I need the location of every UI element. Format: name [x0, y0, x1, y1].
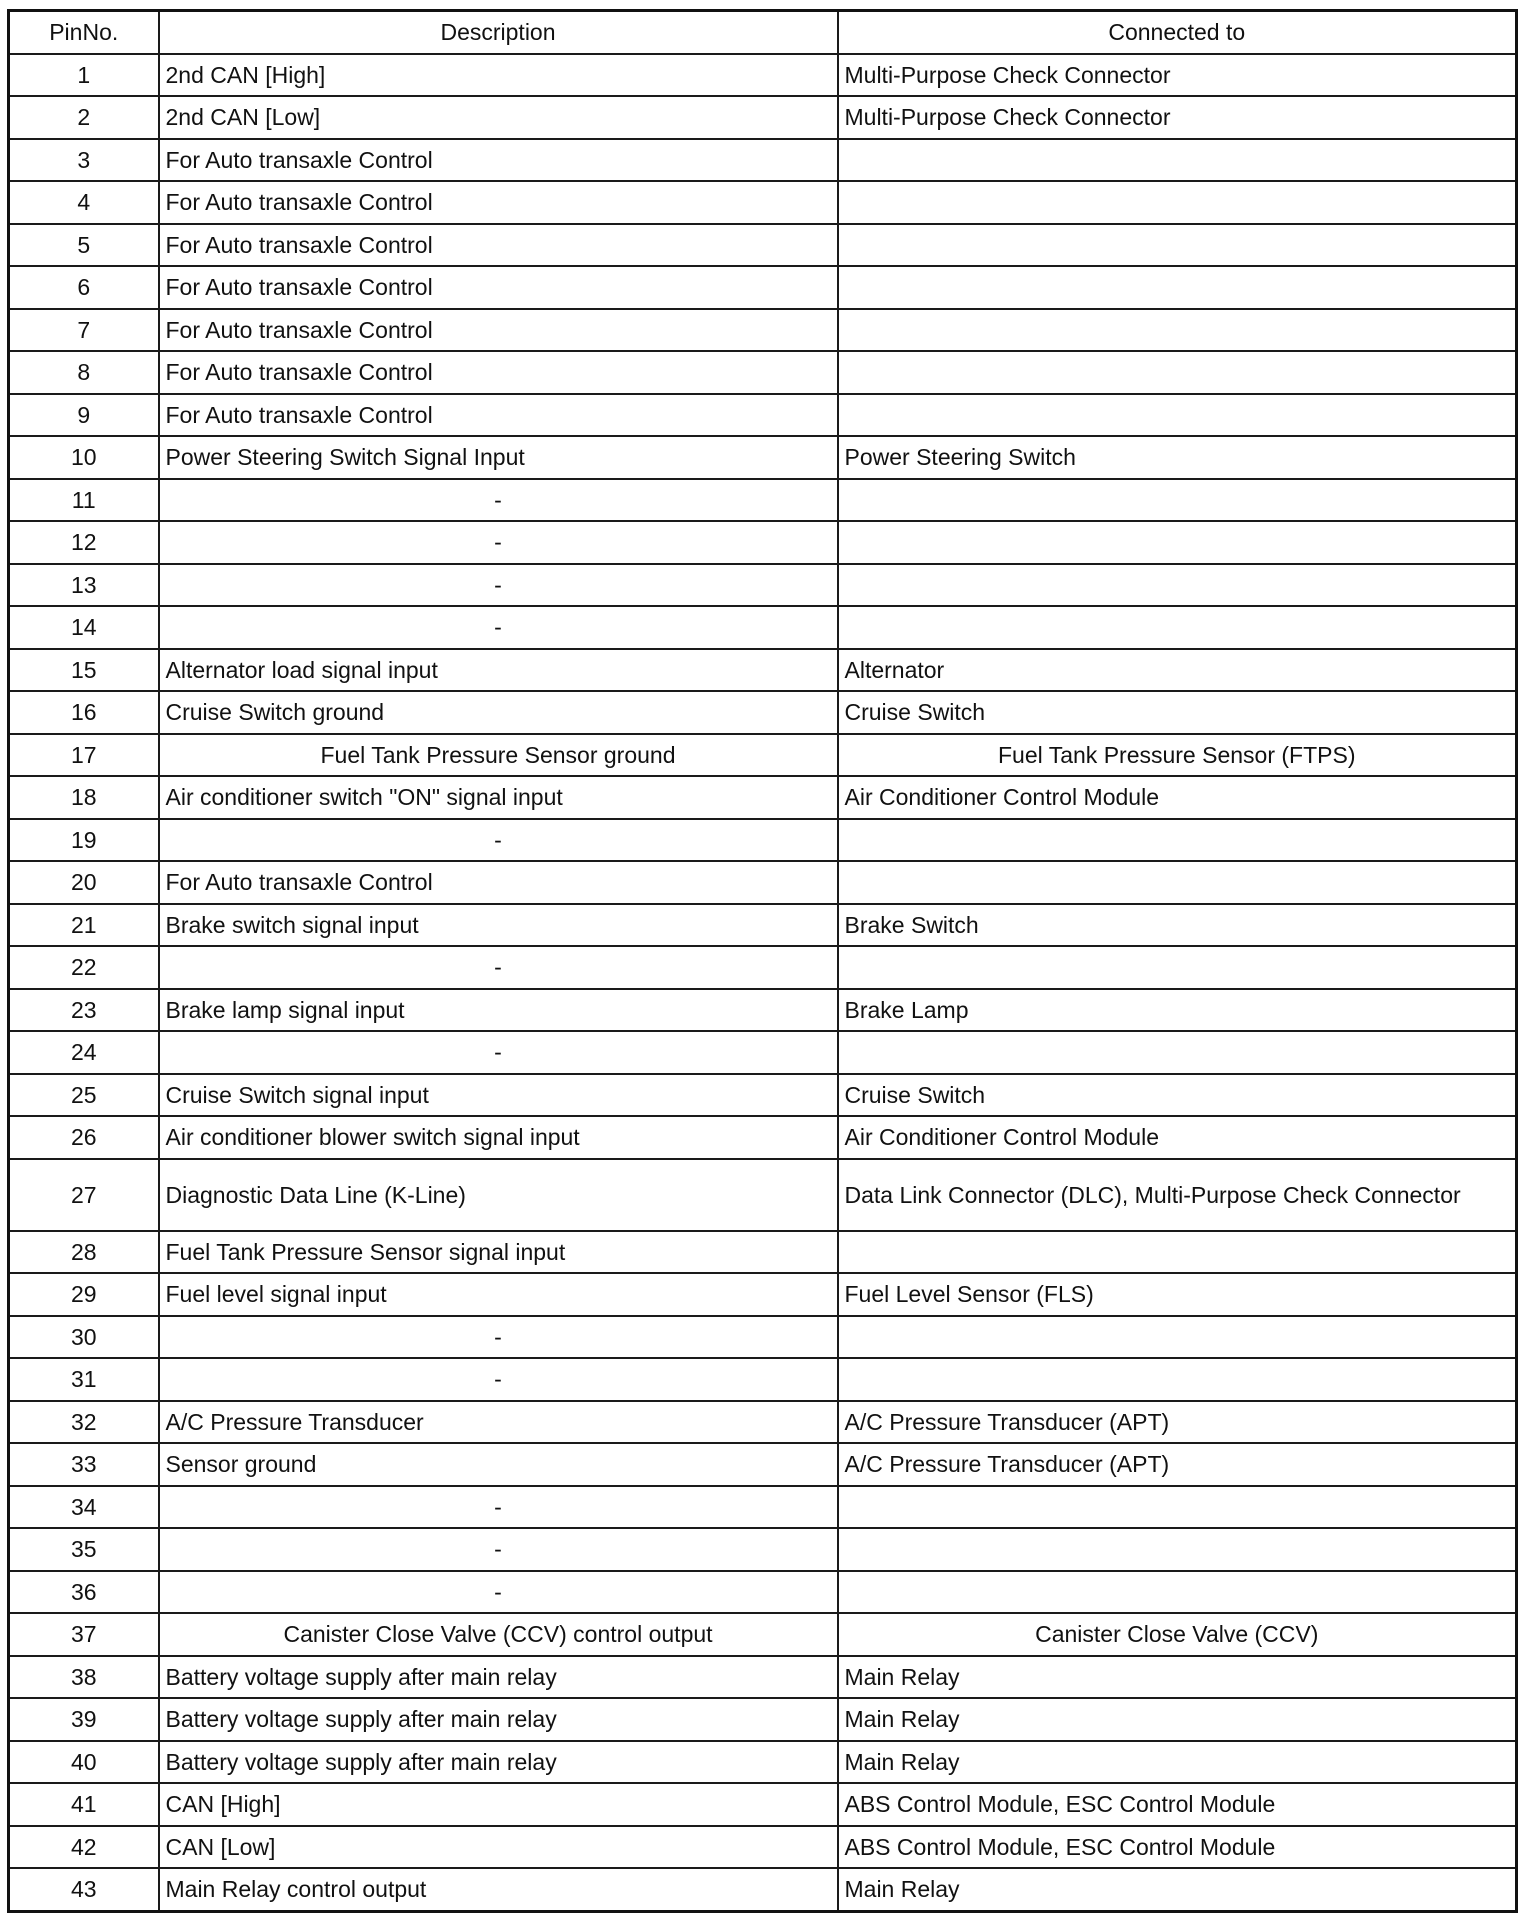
description-cell: Battery voltage supply after main relay: [159, 1698, 838, 1741]
table-row: [9, 1571, 1517, 1614]
pin-number-cell: 40: [9, 1741, 159, 1784]
pin-number-cell: 15: [9, 649, 159, 692]
table-row: [9, 224, 1517, 267]
pin-number-cell: 11: [9, 479, 159, 522]
description-cell: For Auto transaxle Control: [159, 139, 838, 182]
table-row: [9, 1486, 1517, 1529]
connected-to-cell: [838, 1528, 1517, 1571]
table-row: [9, 1783, 1517, 1826]
header-description: Description: [159, 11, 838, 54]
connected-to-cell: [838, 394, 1517, 437]
description-cell: -: [159, 946, 838, 989]
table-row: [9, 989, 1517, 1032]
connected-to-cell: [838, 521, 1517, 564]
description-cell: Cruise Switch signal input: [159, 1074, 838, 1117]
pin-number-cell: 14: [9, 606, 159, 649]
table-row: [9, 1159, 1517, 1231]
table-row: [9, 649, 1517, 692]
pin-number-cell: 10: [9, 436, 159, 479]
table-row: [9, 1443, 1517, 1486]
pin-number-cell: 30: [9, 1316, 159, 1359]
connected-to-cell: Main Relay: [838, 1741, 1517, 1784]
description-cell: For Auto transaxle Control: [159, 181, 838, 224]
pin-number-cell: 28: [9, 1231, 159, 1274]
connected-to-cell: [838, 564, 1517, 607]
description-cell: For Auto transaxle Control: [159, 224, 838, 267]
pin-number-cell: 29: [9, 1273, 159, 1316]
connected-to-cell: [838, 946, 1517, 989]
connected-to-cell: [838, 351, 1517, 394]
description-cell: Battery voltage supply after main relay: [159, 1741, 838, 1784]
pin-number-cell: 13: [9, 564, 159, 607]
connected-to-cell: Air Conditioner Control Module: [838, 1116, 1517, 1159]
connected-to-cell: Brake Switch: [838, 904, 1517, 947]
description-cell: Battery voltage supply after main relay: [159, 1656, 838, 1699]
description-cell: -: [159, 1358, 838, 1401]
table-row: [9, 1273, 1517, 1316]
connected-to-cell: A/C Pressure Transducer (APT): [838, 1401, 1517, 1444]
description-cell: Diagnostic Data Line (K-Line): [159, 1159, 838, 1231]
connected-to-cell: Fuel Level Sensor (FLS): [838, 1273, 1517, 1316]
description-cell: 2nd CAN [Low]: [159, 96, 838, 139]
table-row: [9, 776, 1517, 819]
description-cell: Brake switch signal input: [159, 904, 838, 947]
pin-number-cell: 20: [9, 861, 159, 904]
table-row: [9, 1868, 1517, 1911]
description-cell: -: [159, 1528, 838, 1571]
pin-number-cell: 9: [9, 394, 159, 437]
description-cell: Power Steering Switch Signal Input: [159, 436, 838, 479]
description-cell: Fuel level signal input: [159, 1273, 838, 1316]
connected-to-cell: Multi-Purpose Check Connector: [838, 96, 1517, 139]
table-row: [9, 819, 1517, 862]
pin-number-cell: 5: [9, 224, 159, 267]
description-cell: -: [159, 1316, 838, 1359]
pin-number-cell: 31: [9, 1358, 159, 1401]
description-cell: -: [159, 1571, 838, 1614]
connected-to-cell: Canister Close Valve (CCV): [838, 1613, 1517, 1656]
header-connected-to: Connected to: [838, 11, 1517, 54]
table-row: [9, 734, 1517, 777]
connected-to-cell: [838, 309, 1517, 352]
pin-number-cell: 43: [9, 1868, 159, 1911]
table-row: [9, 861, 1517, 904]
pin-table-body: [9, 54, 1517, 1912]
description-cell: For Auto transaxle Control: [159, 861, 838, 904]
table-row: [9, 1231, 1517, 1274]
table-row: [9, 436, 1517, 479]
table-row: [9, 1074, 1517, 1117]
table-row: [9, 606, 1517, 649]
description-cell: Air conditioner blower switch signal input: [159, 1116, 838, 1159]
connected-to-cell: Main Relay: [838, 1656, 1517, 1699]
table-row: [9, 1698, 1517, 1741]
description-cell: -: [159, 1031, 838, 1074]
description-cell: -: [159, 479, 838, 522]
connected-to-cell: ABS Control Module, ESC Control Module: [838, 1783, 1517, 1826]
pin-number-cell: 1: [9, 54, 159, 97]
connected-to-cell: Power Steering Switch: [838, 436, 1517, 479]
connected-to-cell: Brake Lamp: [838, 989, 1517, 1032]
table-row: [9, 1031, 1517, 1074]
pin-number-cell: 23: [9, 989, 159, 1032]
pin-table: [7, 9, 1518, 1913]
description-cell: 2nd CAN [High]: [159, 54, 838, 97]
pin-number-cell: 19: [9, 819, 159, 862]
connected-to-cell: A/C Pressure Transducer (APT): [838, 1443, 1517, 1486]
description-cell: For Auto transaxle Control: [159, 266, 838, 309]
connected-to-cell: Cruise Switch: [838, 691, 1517, 734]
pin-number-cell: 33: [9, 1443, 159, 1486]
connected-to-cell: [838, 266, 1517, 309]
connected-to-cell: Multi-Purpose Check Connector: [838, 54, 1517, 97]
description-cell: Brake lamp signal input: [159, 989, 838, 1032]
description-cell: Main Relay control output: [159, 1868, 838, 1911]
description-cell: -: [159, 521, 838, 564]
connected-to-cell: [838, 479, 1517, 522]
pin-number-cell: 32: [9, 1401, 159, 1444]
table-row: [9, 96, 1517, 139]
pin-number-cell: 2: [9, 96, 159, 139]
description-cell: Air conditioner switch "ON" signal input: [159, 776, 838, 819]
description-cell: -: [159, 564, 838, 607]
description-cell: A/C Pressure Transducer: [159, 1401, 838, 1444]
description-cell: Fuel Tank Pressure Sensor signal input: [159, 1231, 838, 1274]
pin-number-cell: 39: [9, 1698, 159, 1741]
pin-number-cell: 12: [9, 521, 159, 564]
connected-to-cell: ABS Control Module, ESC Control Module: [838, 1826, 1517, 1869]
pin-number-cell: 26: [9, 1116, 159, 1159]
connected-to-cell: Fuel Tank Pressure Sensor (FTPS): [838, 734, 1517, 777]
description-cell: -: [159, 606, 838, 649]
description-cell: -: [159, 819, 838, 862]
connected-to-cell: [838, 1571, 1517, 1614]
connected-to-cell: Cruise Switch: [838, 1074, 1517, 1117]
pin-number-cell: 3: [9, 139, 159, 182]
description-cell: Fuel Tank Pressure Sensor ground: [159, 734, 838, 777]
table-row: [9, 266, 1517, 309]
table-row: [9, 479, 1517, 522]
pin-number-cell: 35: [9, 1528, 159, 1571]
table-row: [9, 1316, 1517, 1359]
pin-number-cell: 21: [9, 904, 159, 947]
pin-number-cell: 42: [9, 1826, 159, 1869]
header-row: [9, 11, 1517, 54]
connected-to-cell: Main Relay: [838, 1698, 1517, 1741]
table-row: [9, 904, 1517, 947]
table-row: [9, 564, 1517, 607]
pin-number-cell: 25: [9, 1074, 159, 1117]
connected-to-cell: Data Link Connector (DLC), Multi-Purpose Check Connector: [838, 1159, 1517, 1231]
table-row: [9, 1116, 1517, 1159]
table-row: [9, 946, 1517, 989]
description-cell: For Auto transaxle Control: [159, 394, 838, 437]
connected-to-cell: [838, 224, 1517, 267]
pin-number-cell: 22: [9, 946, 159, 989]
connected-to-cell: [838, 1231, 1517, 1274]
pin-number-cell: 16: [9, 691, 159, 734]
pin-number-cell: 17: [9, 734, 159, 777]
connected-to-cell: Alternator: [838, 649, 1517, 692]
pin-number-cell: 34: [9, 1486, 159, 1529]
table-row: [9, 394, 1517, 437]
table-row: [9, 691, 1517, 734]
description-cell: Sensor ground: [159, 1443, 838, 1486]
table-row: [9, 1826, 1517, 1869]
table-row: [9, 54, 1517, 97]
pin-number-cell: 27: [9, 1159, 159, 1231]
table-row: [9, 1741, 1517, 1784]
table-row: [9, 1656, 1517, 1699]
table-row: [9, 1613, 1517, 1656]
pin-number-cell: 41: [9, 1783, 159, 1826]
pin-number-cell: 7: [9, 309, 159, 352]
table-row: [9, 351, 1517, 394]
table-row: [9, 521, 1517, 564]
table-row: [9, 181, 1517, 224]
description-cell: Alternator load signal input: [159, 649, 838, 692]
connected-to-cell: [838, 1486, 1517, 1529]
pin-number-cell: 8: [9, 351, 159, 394]
description-cell: -: [159, 1486, 838, 1529]
pin-table-sheet: [7, 9, 1518, 1913]
connected-to-cell: [838, 861, 1517, 904]
table-row: [9, 1358, 1517, 1401]
description-cell: CAN [High]: [159, 1783, 838, 1826]
description-cell: CAN [Low]: [159, 1826, 838, 1869]
connected-to-cell: [838, 1358, 1517, 1401]
table-row: [9, 309, 1517, 352]
pin-number-cell: 24: [9, 1031, 159, 1074]
table-row: [9, 1528, 1517, 1571]
description-cell: Canister Close Valve (CCV) control output: [159, 1613, 838, 1656]
table-row: [9, 1401, 1517, 1444]
connected-to-cell: [838, 606, 1517, 649]
pin-number-cell: 18: [9, 776, 159, 819]
pin-number-cell: 37: [9, 1613, 159, 1656]
pin-number-cell: 38: [9, 1656, 159, 1699]
description-cell: For Auto transaxle Control: [159, 351, 838, 394]
pin-number-cell: 4: [9, 181, 159, 224]
pin-number-cell: 36: [9, 1571, 159, 1614]
description-cell: Cruise Switch ground: [159, 691, 838, 734]
connected-to-cell: [838, 1031, 1517, 1074]
connected-to-cell: [838, 139, 1517, 182]
connected-to-cell: [838, 181, 1517, 224]
connected-to-cell: [838, 819, 1517, 862]
header-pin-no: PinNo.: [9, 11, 159, 54]
pin-number-cell: 6: [9, 266, 159, 309]
connected-to-cell: Air Conditioner Control Module: [838, 776, 1517, 819]
connected-to-cell: Main Relay: [838, 1868, 1517, 1911]
connected-to-cell: [838, 1316, 1517, 1359]
pin-table-header: [9, 11, 1517, 54]
description-cell: For Auto transaxle Control: [159, 309, 838, 352]
table-row: [9, 139, 1517, 182]
